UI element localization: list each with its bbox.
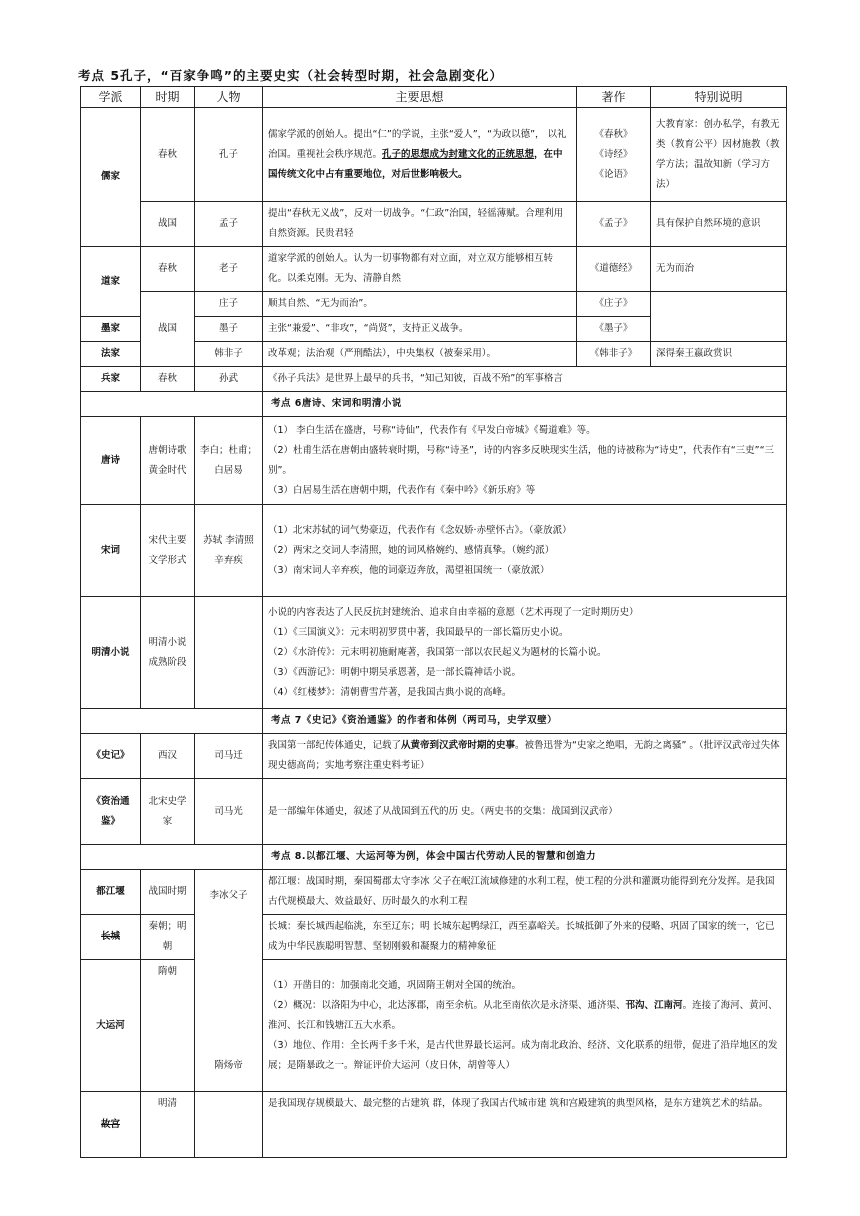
- content-line: （1）《三国演义》：元末明初罗贯中著，我国最早的一部长篇历史小说。: [268, 626, 569, 638]
- school-legalist: 法家: [81, 342, 141, 367]
- dujiangyan-label: 都江堰: [81, 870, 141, 915]
- period-cell: 宋代主要文学形式: [141, 505, 195, 597]
- header-period: 时期: [141, 87, 195, 108]
- content-cell: [263, 597, 787, 709]
- content-text: 。连接了海河、黄河、淮河、长江和钱塘江五大水系。: [268, 999, 778, 1031]
- thought-cell: 顺其自然、“无为而治”。: [263, 292, 577, 317]
- work-title: 《春秋》: [594, 128, 633, 140]
- works-cell: 《道德经》: [577, 247, 651, 292]
- thought-cell: 道家学派的创始人。认为一切事物都有对立面，对立双方能够相互转化。以柔克刚。无为、清静自然: [263, 247, 577, 292]
- table-row: [81, 292, 787, 317]
- thought-cell: [263, 108, 577, 202]
- person-cell: 李白；杜甫；白居易: [195, 417, 263, 505]
- period-cell: 西汉: [141, 734, 195, 779]
- school-confucian: 儒家: [81, 108, 141, 247]
- content-line: （2）杜甫生活在唐朝由盛转衰时期，号称“诗圣”，诗的内容多反映现实生活，他的诗被称为“诗史”，代表作有“三吏”“三别”。: [268, 444, 774, 476]
- content-emphasis: 邗沟、江南河: [625, 999, 683, 1011]
- work-title: 《诗经》: [594, 148, 633, 160]
- novel-label: 明清小说: [81, 597, 141, 709]
- table-row: [81, 247, 787, 292]
- table-row: [81, 1092, 787, 1158]
- zizhi-label: 《资治通鉴》: [81, 779, 141, 845]
- thought-cell: 改革观；法治观（严刑酷法），中央集权（被秦采用）。: [263, 342, 577, 367]
- palace-museum-label: 故宫: [81, 1092, 141, 1158]
- person-cell: 苏轼 李清照 辛弃疾: [195, 505, 263, 597]
- school-daoist: 道家: [81, 247, 141, 317]
- table-row: [81, 870, 787, 915]
- note-cell-empty: [651, 292, 787, 342]
- thought-cell: 主张“兼爱”、“非攻”，“尚贤”，支持正义战争。: [263, 317, 577, 342]
- person-cell: 司马光: [195, 779, 263, 845]
- header-note: 特别说明: [651, 87, 787, 108]
- content-line: （1）开凿目的：加强南北交通，巩固隋王朝对全国的统治。: [268, 979, 522, 991]
- section-title-row: [81, 392, 787, 417]
- content-cell: [263, 505, 787, 597]
- works-cell: 《韩非子》: [577, 342, 651, 367]
- header-row: [81, 87, 787, 108]
- period-cell: 战国: [141, 292, 195, 367]
- content-cell: [263, 734, 787, 779]
- person-cell: 孔子: [195, 108, 263, 202]
- content-cell: 都江堰：战国时期，秦国蜀郡太守李冰 父子在岷江流域修建的水利工程，使工程的分洪和灌溉功能得到充分发挥。是我国古代规模最大、效益最好、历时最久的水利工程: [263, 870, 787, 915]
- thought-emphasis-tail: ，在中国传统文化中占有重要地位，对后世影响极大。: [268, 148, 563, 180]
- content-cell: 是我国现存规模最大、最完整的古建筑 群，体现了我国古代城市建 筑和宫殿建筑的典型风格，是东方建筑艺术的结晶。: [263, 1092, 787, 1158]
- table-row: [81, 202, 787, 247]
- person-cell: 韩非子: [195, 342, 263, 367]
- song-ci-label: 宋词: [81, 505, 141, 597]
- period-cell: 唐朝诗歌黄金时代: [141, 417, 195, 505]
- content-line: （1）北宋苏轼的词气势豪迈，代表作有《念奴娇·赤壁怀古》。（豪放派）: [268, 524, 572, 536]
- period-cell: 春秋: [141, 247, 195, 292]
- content-cell: 长城：秦长城西起临洮，东至辽东；明 长城东起鸭绿江，西至嘉峪关。长城抵御了外来的侵略、巩固了国家的统一，它已成为中华民族聪明智慧、坚韧刚毅和凝聚力的精神象征: [263, 915, 787, 960]
- person-cell: 孟子: [195, 202, 263, 247]
- section7-title: 考点 7《史记》《资治通鉴》的作者和体例（两司马，史学双壁）: [263, 709, 787, 734]
- thought-cell: 提出“春秋无义战”，反对一切战争。“仁政”治国，轻徭薄赋。合理利用自然资源。民贵君轻: [263, 202, 577, 247]
- thought-cell: 《孙子兵法》是世界上最早的兵书，“知己知彼，百战不殆”的军事格言: [263, 367, 787, 392]
- table-row: [81, 915, 787, 960]
- person-cell-empty: [195, 597, 263, 709]
- history-table: [80, 86, 787, 1158]
- grand-canal-label: 大运河: [81, 960, 141, 1092]
- table-row: [81, 597, 787, 709]
- period-cell: 隋朝: [141, 960, 195, 1092]
- spacer: [200, 906, 257, 1056]
- school-mohist: 墨家: [81, 317, 141, 342]
- period-cell: 秦朝；明朝: [141, 915, 195, 960]
- content-line: （3）南宋词人辛弃疾，他的词豪迈奔放，渴望祖国统一（豪放派）: [268, 564, 550, 576]
- thought-emphasis: 孔子的思想成为封建文化的正统思想: [382, 148, 535, 160]
- content-line: （3）《西游记》：明朝中期吴承恩著，是一部长篇神话小说。: [268, 666, 522, 678]
- content-line: （4）《红楼梦》：清朝曹雪芹著，是我国古典小说的高峰。: [268, 686, 512, 698]
- table-row: [81, 779, 787, 845]
- person-name: 李冰父子: [209, 889, 248, 901]
- empty-cell: [81, 709, 263, 734]
- section-title-row: [81, 709, 787, 734]
- period-cell: 春秋: [141, 367, 195, 392]
- great-wall-label: 长城: [81, 915, 141, 960]
- shiji-label: 《史记》: [81, 734, 141, 779]
- header-school: 学派: [81, 87, 141, 108]
- person-name: 隋炀帝: [214, 1059, 243, 1071]
- header-works: 著作: [577, 87, 651, 108]
- period-cell: 明清: [141, 1092, 195, 1158]
- works-cell: [577, 108, 651, 202]
- person-cell-empty: [195, 1092, 263, 1158]
- content-line: （1） 李白生活在盛唐，号称“诗仙”，代表作有《早发白帝城》《蜀道难》等。: [268, 424, 596, 436]
- person-cell: 孙武: [195, 367, 263, 392]
- content-emphasis: 从黄帝到汉武帝时期的史事: [401, 740, 516, 751]
- section-title-row: [81, 845, 787, 870]
- content-line: （3）地位、作用：全长两千多千米，是古代世界最长运河。成为南北政治、经济、文化联系的纽带，促进了沿岸地区的发展；是隋暴政之一。辩证评价大运河（皮日休，胡曾等人）: [268, 1039, 778, 1071]
- note-cell: 无为而治: [651, 247, 787, 292]
- section8-title: 考点 8.以都江堰、大运河等为例，体会中国古代劳动人民的智慧和创造力: [263, 845, 787, 870]
- works-cell: 《墨子》: [577, 317, 651, 342]
- person-cell: 老子: [195, 247, 263, 292]
- table-row: [81, 960, 787, 1092]
- section6-title: 考点 6唐诗、宋词和明清小说: [263, 392, 787, 417]
- empty-cell: [81, 392, 263, 417]
- content-text: （2）概况：以洛阳为中心，北达涿郡，南至余杭。从北至南依次是永济渠、通济渠、: [268, 999, 626, 1011]
- person-cell: 庄子: [195, 292, 263, 317]
- content-line: 小说的内容表达了人民反抗封建统治、追求自由幸福的意愿（艺术再现了一定时期历史）: [268, 606, 639, 618]
- table-row: [81, 505, 787, 597]
- content-line: （2）《水浒传》：元末明初施耐庵著，我国第一部以农民起义为题材的长篇小说。: [268, 646, 607, 658]
- works-cell: 《孟子》: [577, 202, 651, 247]
- note-cell: 具有保护自然环境的意识: [651, 202, 787, 247]
- note-cell: 大教育家：创办私学，有教无类（教育公平）因材施教（教学方法；温故知新（学习方法）: [651, 108, 787, 202]
- period-cell: 北宋史学家: [141, 779, 195, 845]
- period-cell: 明清小说成熟阶段: [141, 597, 195, 709]
- content-cell: [263, 417, 787, 505]
- content-line: [268, 996, 781, 1036]
- work-title: 《论语》: [594, 168, 633, 180]
- period-cell: 战国时期: [141, 870, 195, 915]
- header-thought: 主要思想: [263, 87, 577, 108]
- period-cell: 春秋: [141, 108, 195, 202]
- period-cell: 战国: [141, 202, 195, 247]
- table-row: [81, 367, 787, 392]
- content-text: 。被鲁迅誉为“史家之绝唱，无韵之离骚” 。（批评汉武帝过失体现史德高尚；实地考察注重史料考证）: [268, 740, 780, 771]
- content-line: （3）白居易生活在唐朝中期，代表作有《秦中吟》《新乐府》等: [268, 484, 536, 496]
- content-cell: [263, 960, 787, 1092]
- table-row: [81, 734, 787, 779]
- works-cell: 《庄子》: [577, 292, 651, 317]
- note-cell: 深得秦王嬴政赏识: [651, 342, 787, 367]
- content-text: 我国第一部纪传体通史，记载了: [268, 740, 402, 751]
- person-cell: 墨子: [195, 317, 263, 342]
- person-cell: 司马迁: [195, 734, 263, 779]
- section5-heading: 考点 5孔子，“百家争鸣”的主要史实（社会转型时期，社会急剧变化）: [78, 68, 503, 83]
- table-row: [81, 108, 787, 202]
- tang-poetry-label: 唐诗: [81, 417, 141, 505]
- table-row: [81, 417, 787, 505]
- header-person: 人物: [195, 87, 263, 108]
- content-cell: 是一部编年体通史，叙述了从战国到五代的历 史。（两史书的交集：战国到汉武帝）: [263, 779, 787, 845]
- person-cell: [195, 870, 263, 1092]
- content-line: （2）两宋之交词人李清照，她的词风格婉约、感情真挚。（婉约派）: [268, 544, 555, 556]
- empty-cell: [81, 845, 263, 870]
- school-military: 兵家: [81, 367, 141, 392]
- thought-text: 儒家学派的创始人。提出“仁”的学说，主张“爱人”，“为政以德”， 以礼治国。重视社会秩序规范。: [268, 128, 567, 160]
